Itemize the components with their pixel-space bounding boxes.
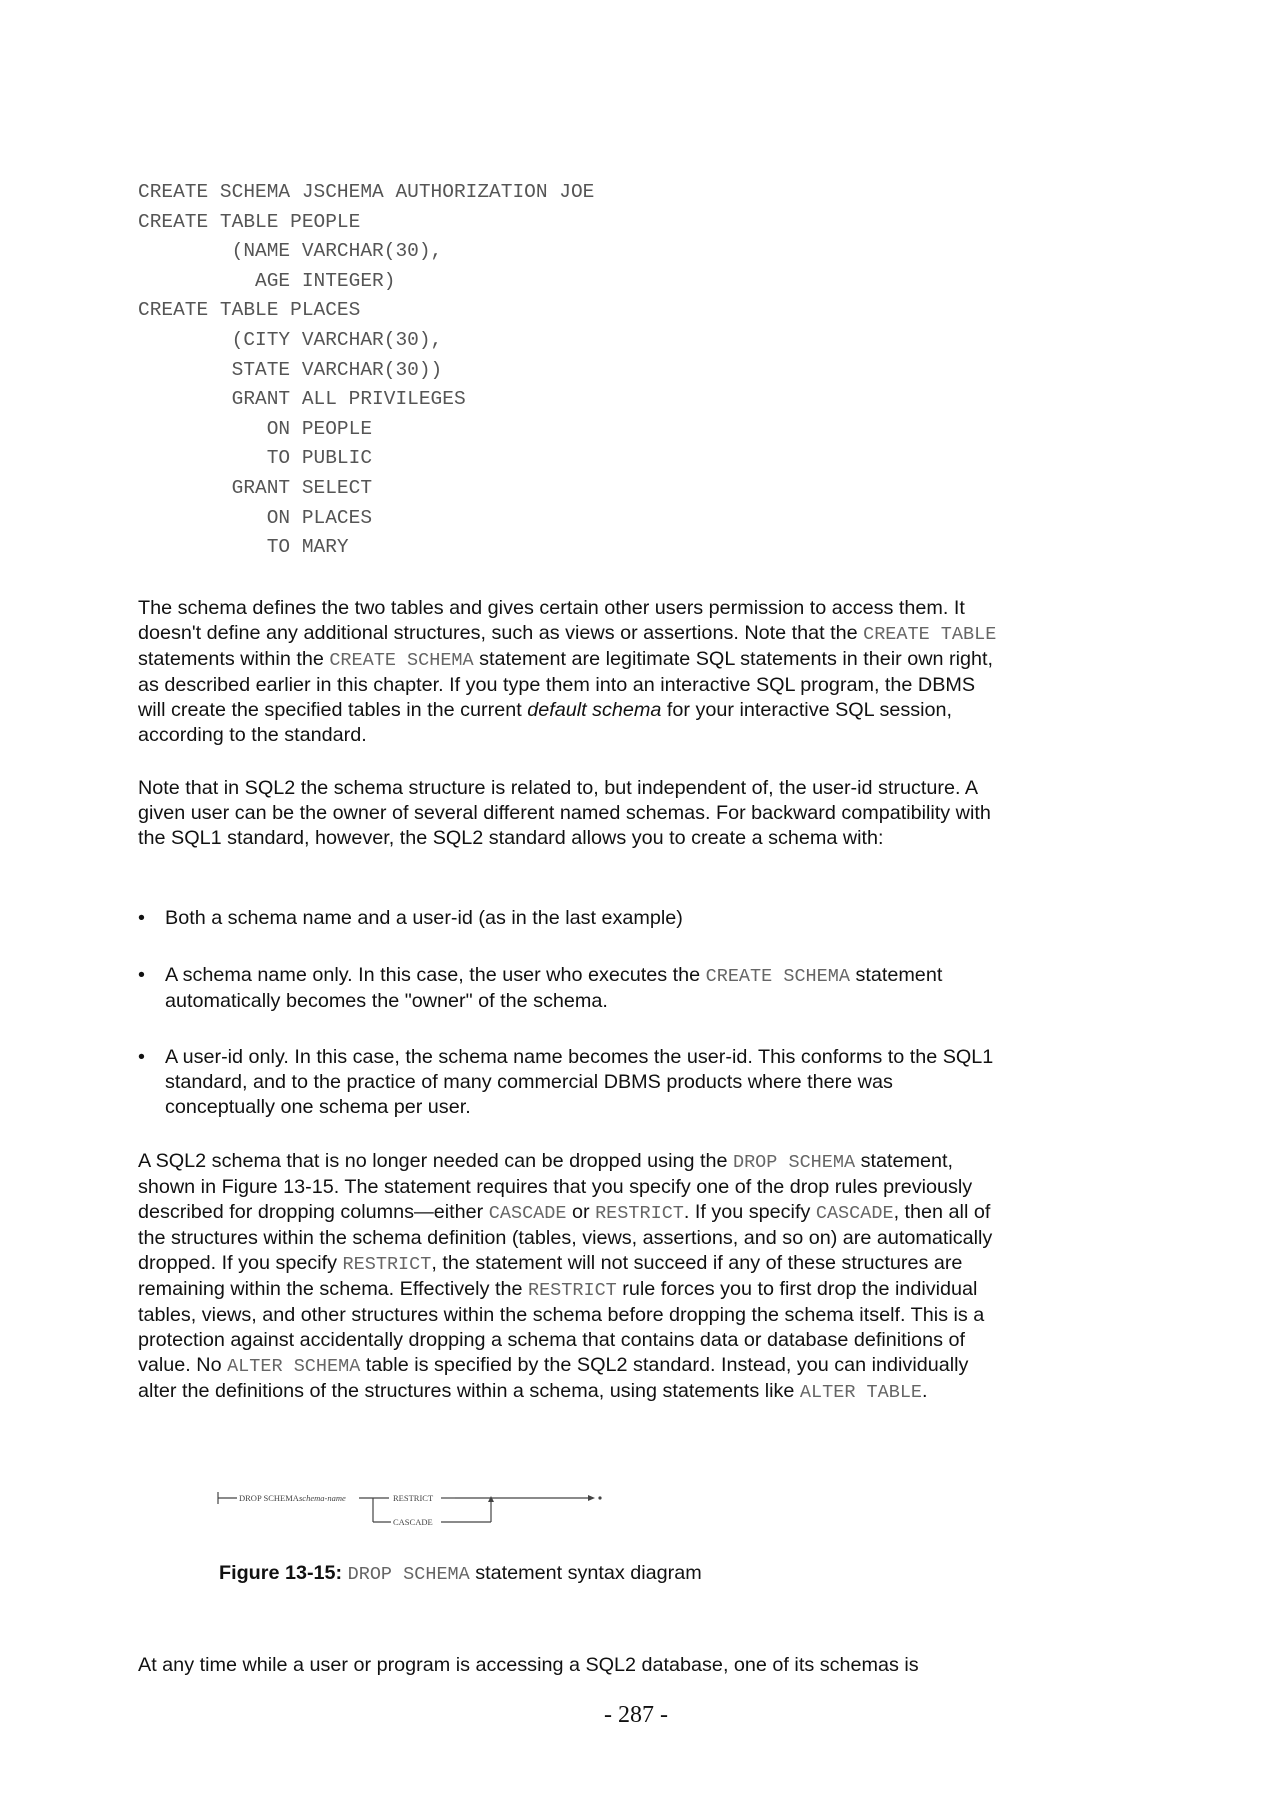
bullet-marker: •	[138, 907, 145, 929]
inline-code: CREATE SCHEMA	[705, 966, 850, 987]
syntax-diagram	[215, 1480, 615, 1540]
code-line: CREATE SCHEMA JSCHEMA AUTHORIZATION JOE	[138, 181, 595, 203]
inline-code: RESTRICT	[527, 1280, 617, 1301]
figure-caption: Figure 13-15: DROP SCHEMA statement syntax diagram	[219, 1562, 702, 1585]
paragraph-sql2-schema: Note that in SQL2 the schema structure is related to, but independent of, the user-id structure. A given user can be the owner of several different named schemas. For backward compatibility with the SQL1 standard, however, the SQL2 standard allows you to create a schema with:	[138, 777, 991, 849]
inline-code: ALTER SCHEMA	[227, 1356, 361, 1377]
diagram-option-cascade: CASCADE	[393, 1517, 433, 1527]
sql-code-block	[138, 178, 594, 563]
inline-code: DROP SCHEMA	[732, 1152, 856, 1173]
paragraph-schema-defines: The schema defines the two tables and gives certain other users permission to access them. It doesn't define any additional structures, such as views or assertions. Note that the CREATE TABLE statements within the CREATE SCHEMA statement are legitimate SQL statements in their own right, as described earlier in this chapter. If you type them into an interactive SQL program, the DBMS will create the specified tables in the current default schema for your interactive SQL session, according to the standard.	[138, 597, 997, 746]
code-line: GRANT SELECT	[138, 476, 373, 499]
code-line: GRANT ALL PRIVILEGES	[138, 388, 466, 411]
code-line: TO MARY	[138, 536, 349, 559]
inline-code: CREATE SCHEMA	[329, 650, 474, 671]
code-line: (CITY VARCHAR(30),	[138, 328, 443, 351]
page-number: - 287 -	[604, 1702, 668, 1728]
code-line: CREATE TABLE PEOPLE	[138, 210, 361, 233]
diagram-option-restrict: RESTRICT	[393, 1493, 434, 1503]
paragraph-continued: At any time while a user or program is accessing a SQL2 database, one of its schemas is	[138, 1654, 919, 1676]
code-line: ON PEOPLE	[138, 417, 373, 440]
diagram-keyword: DROP SCHEMA	[239, 1493, 299, 1503]
inline-code: CASCADE	[488, 1203, 567, 1224]
diagram-end-dot	[598, 1496, 601, 1499]
diagram-param: schema-name	[299, 1493, 346, 1503]
inline-code: RESTRICT	[342, 1254, 432, 1275]
inline-code: DROP SCHEMA	[347, 1564, 470, 1585]
inline-code: CREATE TABLE	[863, 624, 997, 645]
code-line: (NAME VARCHAR(30),	[138, 240, 443, 263]
document-page: CREATE SCHEMA JSCHEMA AUTHORIZATION JOE CREATE TABLE PEOPLE (NAME VARCHAR(30), AGE INTEGER) CREATE TABLE PLACES (CITY VARCHAR(30), STATE VARCHAR(30)) GRANT ALL PRIVILEGES ON PEOPLE TO PUBLIC GRANT SELECT ON PLACES TO MARY The schema defines the two tables and gives certain other users permission to access them. It doesn't define any additional structures, such as views or assertions. Note that the CREATE TABLE statements within the CREATE SCHEMA statement are legitimate SQL statements in their own right, as described earlier in this chapter. If you type them into an interactive SQL program, the DBMS will create the specified tables in the current default schema for your interactive SQL session, according to the standard. Note that in SQL2 the schema structure is related to, but independent of, the user-id structure. A given user can be the owner of several different named schemas. For backward compatibility with the SQL1 standard, however, the SQL2 standard allows you to create a schema with: • Both a schema name and a user-id (as in the last example) • A schema name only. In this case, the user who executes the CREATE SCHEMA statement automatically becomes the "owner" of the schema. • A user-id only. In this case, the schema name becomes the user-id. This conforms to the SQL1 standard, and to the practice of many commercial DBMS products where there was conceptually one schema per user. A SQL2 schema that is no longer needed can be dropped using the DROP SCHEMA statement, shown in Figure 13-15. The statement requires that you specify one of the drop rules previously described for dropping columns—either CASCADE or RESTRICT. If you specify CASCADE, then all of the structures within the schema definition (tables, views, assertions, and so on) are automatically dropped. If you specify RESTRICT, the statement will not succeed if any of these structures are remaining within the schema. Effectively the RESTRICT rule forces you to first drop the individual tables, views, and other structures within the schema before dropping the schema itself. This is a protection against accidentally dropping a schema that contains data or database definitions of value. No ALTER SCHEMA table is specified by the SQL2 standard. Instead, you can individually alter the definitions of the structures within a schema, using statements like ALTER TABLE. DROP SCHEMA schema-name RESTRICT CASCADE Figure 13-15: DROP SCHEMA statement syntax diagram At any time while a user or program is accessing a SQL2 database, one of its schemas is - 287 -	[0, 0, 1272, 1800]
bullet-marker: •	[138, 964, 145, 986]
code-line: TO PUBLIC	[138, 447, 373, 470]
code-line: CREATE TABLE PLACES	[138, 299, 361, 322]
code-line: STATE VARCHAR(30))	[138, 358, 443, 381]
merge-arrow	[488, 1496, 494, 1502]
figure-label: Figure 13-15:	[219, 1562, 343, 1584]
bullet-marker: •	[138, 1046, 145, 1068]
paragraph-drop-schema: A SQL2 schema that is no longer needed can be dropped using the DROP SCHEMA statement, shown in Figure 13-15. The statement requires that you specify one of the drop rules previously described for dropping columns—either CASCADE or RESTRICT. If you specify CASCADE, then all of the structures within the schema definition (tables, views, assertions, and so on) are automatically dropped. If you specify RESTRICT, the statement will not succeed if any of these structures are remaining within the schema. Effectively the RESTRICT rule forces you to first drop the individual tables, views, and other structures within the schema before dropping the schema itself. This is a protection against accidentally dropping a schema that contains data or database definitions of value. No ALTER SCHEMA table is specified by the SQL2 standard. Instead, you can individually alter the definitions of the structures within a schema, using statements like ALTER TABLE.	[138, 1150, 993, 1403]
code-line: ON PLACES	[138, 506, 373, 529]
code-line: AGE INTEGER)	[138, 269, 396, 292]
inline-code: RESTRICT	[595, 1203, 684, 1224]
emphasis: default schema	[527, 699, 662, 721]
end-arrow	[588, 1495, 595, 1501]
inline-code: CASCADE	[815, 1203, 894, 1224]
inline-code: ALTER TABLE	[799, 1382, 923, 1403]
